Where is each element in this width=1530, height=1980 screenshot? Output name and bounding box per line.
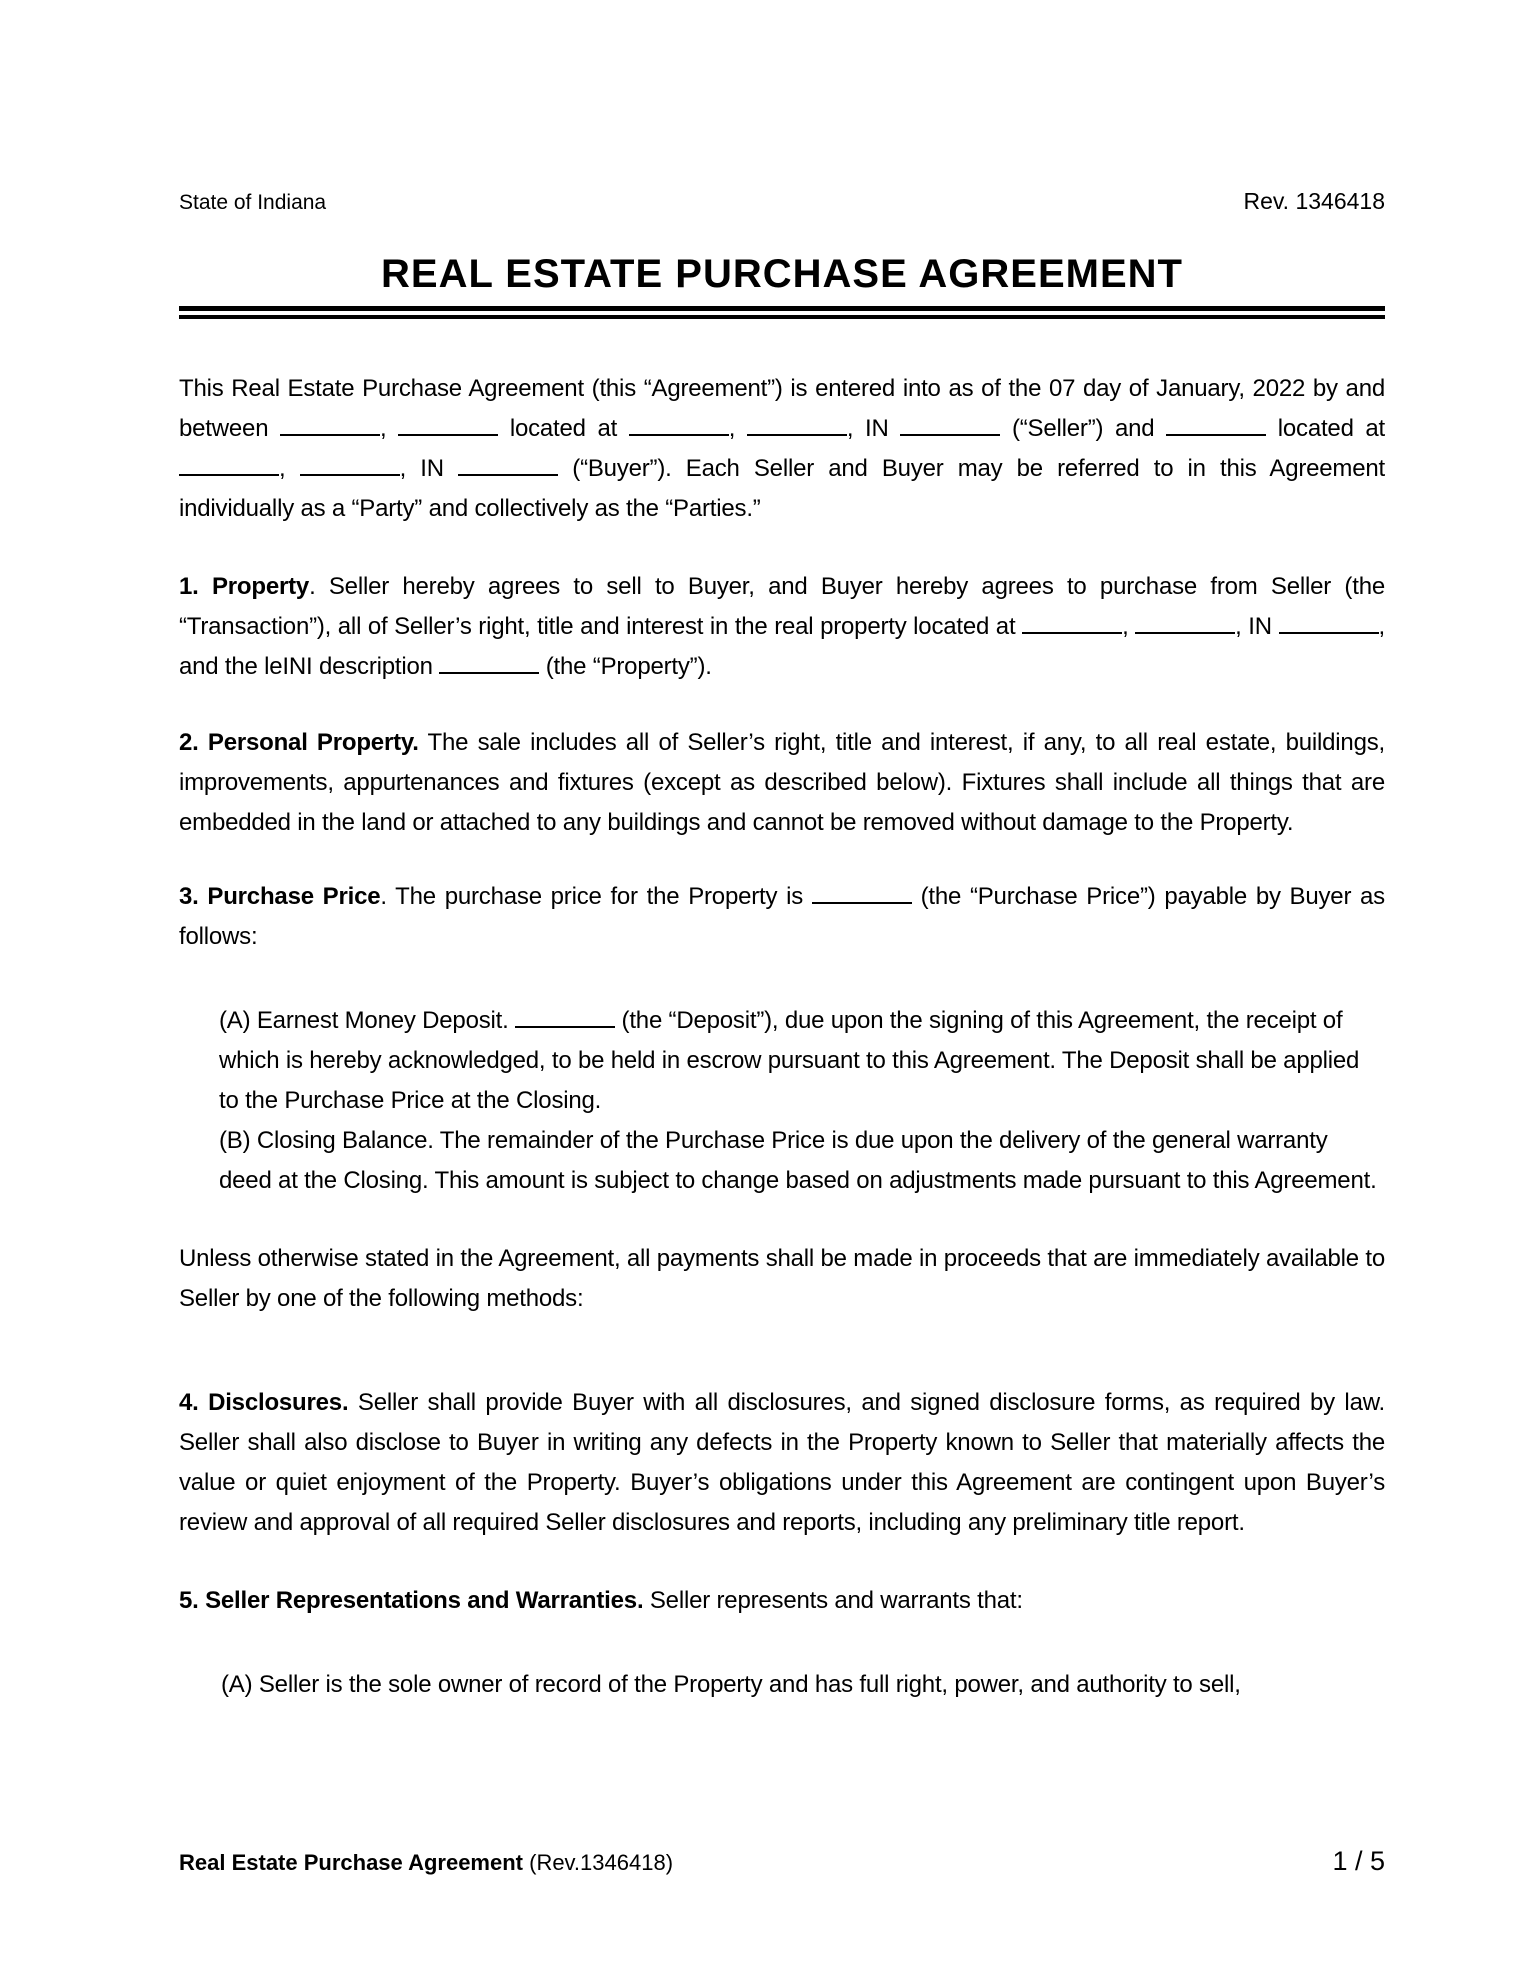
section-property-text: , and the leINI description (179, 613, 1385, 680)
section-property-text: , IN (1235, 613, 1279, 640)
item-closing-balance (219, 1121, 1385, 1201)
blank-field[interactable] (1022, 632, 1122, 634)
item-sole-owner (221, 1665, 1385, 1705)
title-divider-rule (179, 306, 1385, 319)
blank-field[interactable] (515, 1026, 615, 1028)
blank-field[interactable] (812, 902, 912, 904)
intro-text: located at (498, 415, 629, 442)
section-representations (179, 1581, 1385, 1621)
item-earnest-money-deposit (219, 1001, 1385, 1121)
section-purchase-price-text: (the “Purchase Price”) payable by Buyer as follows: (179, 883, 1385, 950)
document-footer (179, 1846, 1385, 1877)
blank-field[interactable] (629, 434, 729, 436)
section-disclosures (179, 1383, 1385, 1543)
intro-text: , (380, 415, 399, 442)
revision-label: Rev. 1346418 (1243, 188, 1385, 214)
section-personal-property-text: The sale includes all of Seller’s right, title and interest, if any, to all real estate, buildings, improvements, appurtenances and fixtures (except as described below). Fixtures shall include all things that are embedded in the land or attached to any buildings and cannot be removed without damage to the Property. (179, 729, 1385, 836)
footer-title-bold: Real Estate Purchase Agreement (179, 1850, 523, 1875)
intro-text: , IN (399, 455, 459, 482)
section-disclosures-heading: 4. Disclosures. (179, 1389, 349, 1416)
section-purchase-price-text: . The purchase price for the Property is (380, 883, 812, 910)
intro-text: located at (1266, 415, 1386, 442)
intro-text: , (279, 455, 300, 482)
intro-paragraph (179, 369, 1385, 529)
blank-field[interactable] (179, 474, 279, 476)
blank-field[interactable] (900, 434, 1000, 436)
page-number: 1 / 5 (1332, 1846, 1385, 1876)
section-property-heading: 1. Property (179, 573, 310, 600)
section-representations-text: Seller represents and warrants that: (643, 1587, 1023, 1614)
blank-field[interactable] (280, 434, 380, 436)
intro-text: (“Seller”) and (1000, 415, 1167, 442)
representations-items (221, 1665, 1385, 1705)
item-b-text: (B) Closing Balance. The remainder of the Purchase Price is due upon the delivery of the general warranty deed at the Closing. This amount is subject to change based on adjustments made pursuant to this Agreement. (219, 1127, 1377, 1194)
blank-field[interactable] (439, 672, 539, 674)
section-representations-heading: 5. Seller Representations and Warranties. (179, 1587, 644, 1614)
section-property-text: (the “Property”). (539, 653, 712, 680)
document-title: REAL ESTATE PURCHASE AGREEMENT (381, 252, 1183, 296)
payment-note-paragraph (179, 1239, 1385, 1319)
section-property (179, 567, 1385, 687)
blank-field[interactable] (747, 434, 847, 436)
item-a-text: (the “Deposit”), due upon the signing of this Agreement, the receipt of which is hereby acknowledged, to be held in escrow pursuant to this Agreement. The Deposit shall be applied to the Purchase Price at the Closing. (219, 1007, 1360, 1114)
blank-field[interactable] (1166, 434, 1266, 436)
section-purchase-price-heading: 3. Purchase Price (179, 883, 381, 910)
intro-text: (“Buyer”). Each Seller and Buyer may be referred to in this Agreement individually as a “Party” and collectively as the “Parties.” (179, 455, 1385, 522)
section-purchase-price (179, 877, 1385, 957)
document-header (179, 188, 1385, 215)
payment-note-text: Unless otherwise stated in the Agreement, all payments shall be made in proceeds that are immediately available to Seller by one of the following methods: (179, 1245, 1385, 1312)
footer-revision: (Rev.1346418) (523, 1850, 674, 1875)
blank-field[interactable] (300, 474, 400, 476)
blank-field[interactable] (1279, 632, 1379, 634)
blank-field[interactable] (398, 434, 498, 436)
footer-document-name (179, 1850, 673, 1876)
title-block (179, 251, 1385, 319)
intro-text: , IN (846, 415, 901, 442)
item-a-text: (A) Earnest Money Deposit. (219, 1007, 516, 1034)
intro-text: , (728, 415, 747, 442)
section-property-text: , (1122, 613, 1136, 640)
section-property-text: . Seller hereby agrees to sell to Buyer, and Buyer hereby agrees to purchase from Seller (the “Transaction”), all of Seller’s right, title and interest in the real property located at (179, 573, 1385, 640)
rep-item-a-text: (A) Seller is the sole owner of record of the Property and has full right, power, and authority to sell, (221, 1671, 1241, 1698)
section-personal-property (179, 723, 1385, 843)
blank-field[interactable] (1135, 632, 1235, 634)
intro-text: This Real Estate Purchase Agreement (this “Agreement”) is entered into as of the 07 day of January, 2022 by and between (179, 375, 1385, 442)
section-personal-property-heading: 2. Personal Property. (179, 729, 419, 756)
section-disclosures-text: Seller shall provide Buyer with all disclosures, and signed disclosure forms, as required by law. Seller shall also disclose to Buyer in writing any defects in the Property known to Seller that materially affects the value or quiet enjoyment of the Property. Buyer’s obligations under this Agreement are contingent upon Buyer’s review and approval of all required Seller disclosures and reports, including any preliminary title report. (179, 1389, 1385, 1536)
state-label: State of Indiana (179, 191, 327, 214)
blank-field[interactable] (458, 474, 558, 476)
purchase-price-items (219, 1001, 1385, 1201)
